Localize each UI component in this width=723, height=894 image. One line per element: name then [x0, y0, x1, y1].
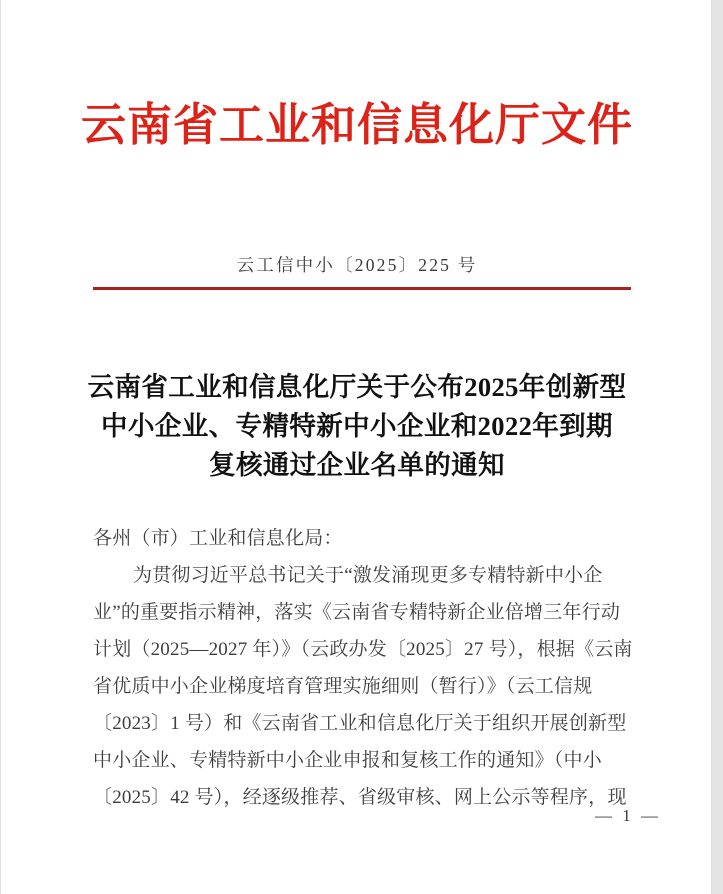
title-line-3: 复核通过企业名单的通知 — [209, 450, 505, 480]
body-line-1: 为贯彻习近平总书记关于“激发涌现更多专精特新中小企 — [133, 565, 603, 586]
document-title — [51, 368, 663, 485]
document-body — [93, 520, 633, 816]
body-line-3: 计划（2025—2027 年）》（云政办发〔2025〕27 号），根据《云南 — [93, 639, 633, 660]
title-line-1: 云南省工业和信息化厅关于公布2025年创新型 — [87, 372, 627, 402]
body-line-5: 〔2023〕1 号）和《云南省工业和信息化厅关于组织开展创新型 — [93, 713, 627, 734]
body-line-7: 〔2025〕42 号），经逐级推荐、省级审核、网上公示等程序，现 — [93, 787, 627, 808]
body-line-6: 中小企业、专精特新中小企业申报和复核工作的通知》（中小 — [93, 750, 602, 771]
body-line-4: 省优质中小企业梯度培育管理实施细则（暂行）》（云工信规 — [93, 676, 593, 697]
title-line-2: 中小企业、专精特新中小企业和2022年到期 — [101, 411, 613, 441]
masthead — [1, 100, 713, 152]
page-right-gutter — [711, 0, 723, 894]
recipient-line: 各州（市）工业和信息化局： — [93, 528, 343, 549]
document-number: 云工信中小〔2025〕225 号 — [236, 255, 478, 275]
masthead-title: 云南省工业和信息化厅文件 — [80, 100, 633, 150]
page-number: — 1 — — [595, 806, 661, 825]
document-sheet — [1, 0, 713, 894]
red-separator-rule — [93, 287, 631, 290]
body-line-2: 业”的重要指示精神，落实《云南省专精特新企业倍增三年行动 — [93, 602, 621, 623]
